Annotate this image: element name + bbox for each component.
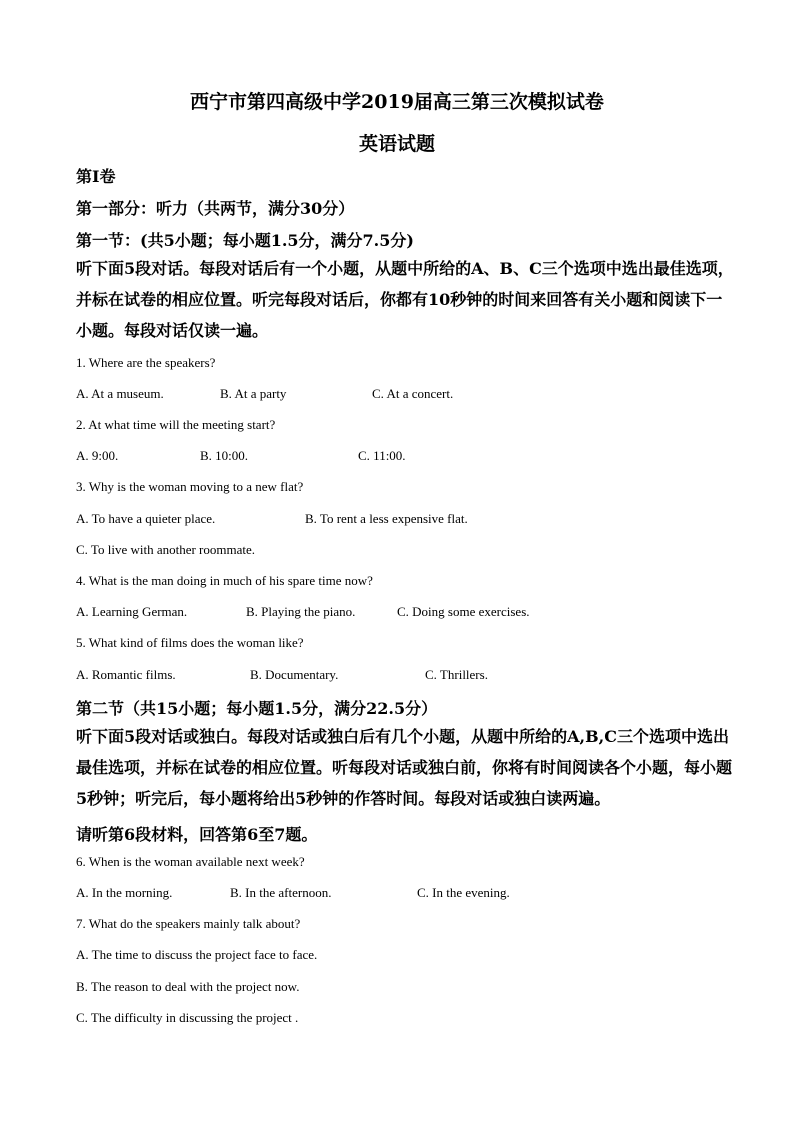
subsection-heading-1: 第一节：(共5小题；每小题1.5分，满分7.5分) <box>76 231 414 250</box>
option-a: A. In the morning. <box>76 885 173 900</box>
option-c: C. At a concert. <box>372 386 454 401</box>
section-heading-listening: 第一部分：听力（共两节，满分30分） <box>76 199 355 218</box>
instruction-line: 最佳选项，并标在试卷的相应位置。听每段对话或独白前，你将有时间阅读各个小题，每小题 <box>76 758 733 777</box>
option-a: A. To have a quieter place. <box>76 511 216 526</box>
question-stem: 1. Where are the speakers? <box>76 355 216 370</box>
instruction-line: 听下面5段对话或独白。每段对话或独白后有几个小题，从题中所给的A,B,C三个选项中选出 <box>76 727 729 746</box>
question-stem: 3. Why is the woman moving to a new flat? <box>76 479 304 494</box>
instructions-section-2 <box>76 721 733 814</box>
option-a: A. At a museum. <box>76 386 164 401</box>
instruction-line: 并标在试卷的相应位置。听完每段对话后，你都有10秒钟的时间来回答有关小题和阅读下一 <box>76 290 723 309</box>
option-c: C. Thrillers. <box>425 667 488 682</box>
option-b: B. Playing the piano. <box>246 604 356 619</box>
option-b: B. To rent a less expensive flat. <box>305 511 468 526</box>
option-c: C. The difficulty in discussing the project . <box>76 1010 299 1025</box>
option-b: B. At a party <box>220 386 287 401</box>
passage-instruction: 请听第6段材料，回答第6至7题。 <box>76 825 318 844</box>
exam-subtitle: 英语试题 <box>358 133 435 155</box>
option-a: A. Learning German. <box>76 604 188 619</box>
option-c: C. In the evening. <box>417 885 510 900</box>
option-b: B. 10:00. <box>200 448 249 463</box>
instructions-section-1 <box>76 253 734 346</box>
option-c: C. 11:00. <box>358 448 406 463</box>
question-stem: 7. What do the speakers mainly talk about? <box>76 916 301 931</box>
option-c: C. Doing some exercises. <box>397 604 530 619</box>
option-c: C. To live with another roommate. <box>76 542 256 557</box>
option-b: B. The reason to deal with the project now. <box>76 979 300 994</box>
option-a: A. Romantic films. <box>76 667 176 682</box>
instruction-line: 听下面5段对话。每段对话后有一个小题，从题中所给的A、B、C三个选项中选出最佳选项， <box>76 259 734 278</box>
question-stem: 5. What kind of films does the woman like? <box>76 635 304 650</box>
question-stem: 4. What is the man doing in much of his spare time now? <box>76 573 373 588</box>
option-b: B. In the afternoon. <box>230 885 332 900</box>
subsection-heading-2: 第二节（共15小题；每小题1.5分，满分22.5分） <box>76 699 438 718</box>
question-stem: 6. When is the woman available next week? <box>76 854 305 869</box>
option-a: A. The time to discuss the project face to face. <box>76 947 318 962</box>
option-b: B. Documentary. <box>250 667 339 682</box>
instruction-line: 5秒钟；听完后，每小题将给出5秒钟的作答时间。每段对话或独白读两遍。 <box>76 789 611 808</box>
instruction-line: 小题。每段对话仅读一遍。 <box>76 321 269 340</box>
exam-title: 西宁市第四高级中学2019届高三第三次模拟试卷 <box>190 91 604 113</box>
question-stem: 2. At what time will the meeting start? <box>76 417 276 432</box>
option-a: A. 9:00. <box>76 448 119 463</box>
volume-label: 第Ⅰ卷 <box>76 167 116 186</box>
